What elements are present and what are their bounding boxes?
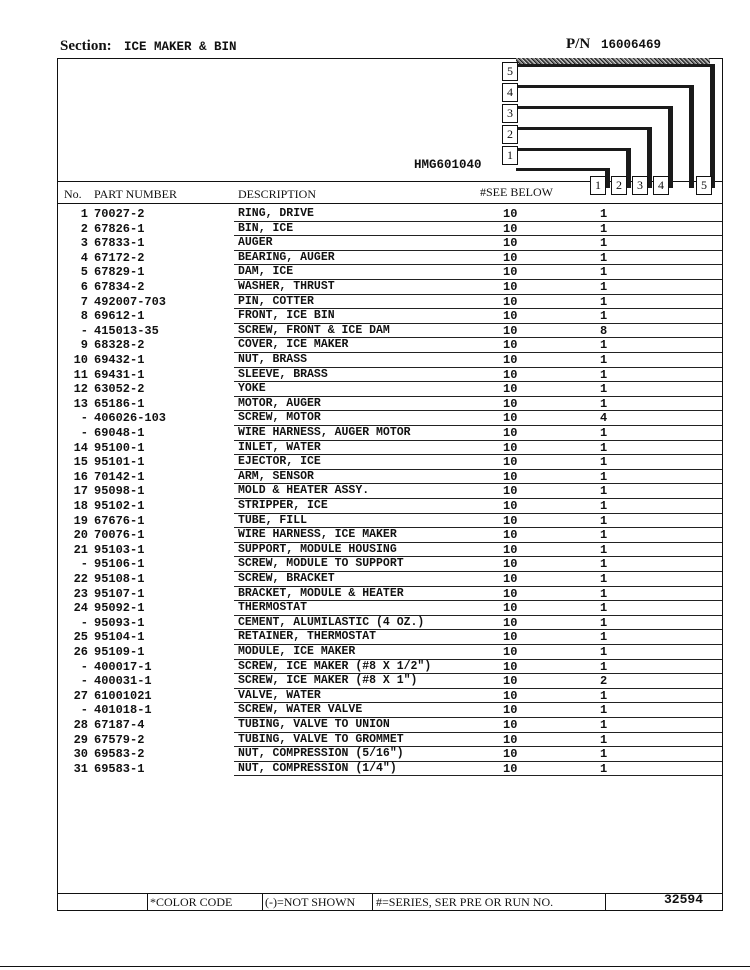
row-number: 1 <box>80 207 88 221</box>
see-below-code: 10 <box>503 572 518 586</box>
part-number: 95098-1 <box>94 484 145 499</box>
part-number: 401018-1 <box>94 703 152 718</box>
row-number: - <box>80 615 88 630</box>
table-row <box>0 660 750 675</box>
part-number: 69431-1 <box>94 367 145 382</box>
see-below-code: 10 <box>503 703 518 718</box>
pn-value: 16006469 <box>601 38 662 52</box>
row-number: 31 <box>73 761 88 776</box>
see-below-code: 10 <box>503 659 518 674</box>
quantity: 1 <box>600 615 608 630</box>
see-below-code: 10 <box>503 367 518 382</box>
part-number: 67829-1 <box>94 265 145 280</box>
table-row <box>0 338 750 353</box>
see-below-code: 10 <box>503 469 518 484</box>
part-description: TUBE, FILL <box>238 513 308 527</box>
quantity: 1 <box>600 440 608 455</box>
quantity: 1 <box>600 484 608 499</box>
see-below-code: 10 <box>503 265 518 280</box>
see-below-code: 10 <box>503 396 518 411</box>
see-below-code: 10 <box>503 353 518 367</box>
see-below-code: 10 <box>503 250 518 265</box>
quantity: 1 <box>600 747 608 762</box>
part-number: 67676-1 <box>94 513 145 528</box>
part-number: 415013-35 <box>94 323 159 338</box>
row-number: 26 <box>73 645 88 659</box>
quantity: 1 <box>600 586 608 601</box>
table-row <box>0 251 750 266</box>
col-header-description: DESCRIPTION <box>238 187 317 201</box>
col-header-part-number: PART NUMBER <box>94 187 177 201</box>
footer-divider-3 <box>372 893 373 910</box>
part-description: TUBING, VALVE TO GROMMET <box>238 732 404 746</box>
table-row <box>0 353 750 368</box>
row-number: 24 <box>73 601 88 616</box>
see-below-code: 10 <box>503 513 518 528</box>
part-number: 69048-1 <box>94 426 145 440</box>
quantity: 1 <box>600 601 608 616</box>
part-description: STRIPPER, ICE <box>238 499 328 512</box>
part-description: BIN, ICE <box>238 221 294 235</box>
part-number: 95101-1 <box>94 455 145 470</box>
see-below-code: 10 <box>503 615 518 630</box>
part-description: RETAINER, THERMOSTAT <box>238 630 377 644</box>
part-number: 95102-1 <box>94 499 145 513</box>
see-below-code: 10 <box>503 440 518 455</box>
see-below-code: 10 <box>503 455 518 470</box>
see-below-code: 10 <box>503 411 518 426</box>
part-description: INLET, WATER <box>238 440 321 454</box>
part-description: SCREW, BRACKET <box>238 572 335 585</box>
row-number: - <box>80 659 88 674</box>
part-description: FRONT, ICE BIN <box>238 309 335 323</box>
part-description: RING, DRIVE <box>238 207 314 220</box>
see-below-code: 10 <box>503 236 518 251</box>
quantity: 1 <box>600 528 608 543</box>
quantity: 1 <box>600 396 608 411</box>
table-row <box>0 324 750 339</box>
part-number: 492007-703 <box>94 294 167 309</box>
table-row <box>0 630 750 645</box>
series-box-5: 5 <box>502 62 518 81</box>
section-value: ICE MAKER & BIN <box>124 40 237 54</box>
col-header-see-below: #SEE BELOW <box>480 185 553 199</box>
series-col-3: 3 <box>632 176 648 195</box>
part-description: AUGER <box>238 236 273 250</box>
part-number: 67834-2 <box>94 280 145 294</box>
quantity: 1 <box>600 221 608 236</box>
quantity: 1 <box>600 382 608 397</box>
part-description: ARM, SENSOR <box>238 469 314 483</box>
see-below-code: 10 <box>503 674 518 689</box>
table-row <box>0 236 750 251</box>
part-description: EJECTOR, ICE <box>238 455 321 469</box>
quantity: 1 <box>600 659 608 674</box>
table-row <box>0 674 750 689</box>
part-description: BRACKET, MODULE & HEATER <box>238 586 404 600</box>
part-number: 69583-2 <box>94 747 145 762</box>
part-number: 70142-1 <box>94 469 145 484</box>
quantity: 1 <box>600 542 608 557</box>
table-row <box>0 426 750 441</box>
footer-divider-4 <box>605 893 606 910</box>
see-below-code: 10 <box>503 718 518 732</box>
quantity: 1 <box>600 732 608 747</box>
table-row <box>0 455 750 470</box>
part-number: 69583-1 <box>94 761 145 776</box>
row-number: 16 <box>73 469 88 484</box>
table-row <box>0 382 750 397</box>
part-number: 65186-1 <box>94 396 145 411</box>
page-bottom-rule <box>0 966 750 967</box>
part-description: VALVE, WATER <box>238 688 321 702</box>
table-row <box>0 587 750 602</box>
row-number: 11 <box>73 367 88 382</box>
quantity: 1 <box>600 499 608 513</box>
part-description: SCREW, ICE MAKER (#8 X 1/2") <box>238 659 432 673</box>
see-below-code: 10 <box>503 542 518 557</box>
see-below-code: 10 <box>503 732 518 747</box>
part-description: NUT, COMPRESSION (1/4") <box>238 761 397 775</box>
series-diagram <box>498 58 722 204</box>
row-number: 14 <box>73 440 88 455</box>
see-below-code: 10 <box>503 207 518 221</box>
row-number: - <box>80 674 88 689</box>
quantity: 1 <box>600 557 608 572</box>
part-description: SLEEVE, BRASS <box>238 367 328 381</box>
part-number: 95093-1 <box>94 615 145 630</box>
row-number: 20 <box>73 528 88 543</box>
quantity: 1 <box>600 513 608 528</box>
see-below-code: 10 <box>503 309 518 324</box>
part-description: SCREW, MODULE TO SUPPORT <box>238 557 404 571</box>
row-number: 30 <box>73 747 88 762</box>
see-below-code: 10 <box>503 382 518 397</box>
table-row <box>0 747 750 762</box>
quantity: 1 <box>600 250 608 265</box>
part-number: 67579-2 <box>94 732 145 747</box>
table-row <box>0 397 750 412</box>
row-number: 25 <box>73 630 88 645</box>
table-row <box>0 557 750 572</box>
see-below-code: 10 <box>503 426 518 440</box>
row-number: - <box>80 411 88 426</box>
table-row <box>0 470 750 485</box>
series-col-4: 4 <box>653 176 669 195</box>
part-description: WIRE HARNESS, ICE MAKER <box>238 528 397 542</box>
table-row <box>0 601 750 616</box>
quantity: 1 <box>600 718 608 732</box>
table-row <box>0 703 750 718</box>
series-box-1: 1 <box>502 146 518 165</box>
part-description: WIRE HARNESS, AUGER MOTOR <box>238 426 411 439</box>
see-below-code: 10 <box>503 645 518 659</box>
table-row <box>0 718 750 733</box>
footer-top-rule <box>57 893 722 894</box>
part-description: CEMENT, ALUMILASTIC (4 OZ.) <box>238 615 425 629</box>
part-number: 95103-1 <box>94 542 145 557</box>
quantity: 1 <box>600 338 608 353</box>
quantity: 1 <box>600 630 608 645</box>
see-below-code: 10 <box>503 294 518 309</box>
part-number: 70027-2 <box>94 207 145 221</box>
table-row <box>0 543 750 558</box>
row-number: 18 <box>73 499 88 513</box>
see-below-code: 10 <box>503 338 518 353</box>
quantity: 1 <box>600 236 608 251</box>
see-below-code: 10 <box>503 747 518 762</box>
quantity: 1 <box>600 645 608 659</box>
quantity: 4 <box>600 411 608 426</box>
footer-series-note: #=SERIES, SER PRE OR RUN NO. <box>376 895 554 909</box>
table-row <box>0 645 750 660</box>
part-description: PIN, COTTER <box>238 294 314 308</box>
part-number: 61001021 <box>94 688 152 703</box>
table-row <box>0 528 750 543</box>
quantity: 1 <box>600 761 608 776</box>
quantity: 1 <box>600 469 608 484</box>
table-row <box>0 207 750 222</box>
model-number: HMG601040 <box>414 158 482 172</box>
part-description: MODULE, ICE MAKER <box>238 645 356 658</box>
part-description: MOTOR, AUGER <box>238 396 321 410</box>
part-description: YOKE <box>238 382 266 396</box>
quantity: 1 <box>600 688 608 703</box>
see-below-code: 10 <box>503 323 518 338</box>
row-number: 6 <box>80 280 88 294</box>
table-row <box>0 499 750 514</box>
table-row <box>0 368 750 383</box>
part-description: COVER, ICE MAKER <box>238 338 349 352</box>
part-number: 95100-1 <box>94 440 145 455</box>
series-box-2: 2 <box>502 125 518 144</box>
series-box-4: 4 <box>502 83 518 102</box>
quantity: 1 <box>600 207 608 221</box>
series-col-2: 2 <box>611 176 627 195</box>
row-number: 13 <box>73 396 88 411</box>
see-below-code: 10 <box>503 601 518 616</box>
part-number: 95106-1 <box>94 557 145 572</box>
footer-color-code: *COLOR CODE <box>150 895 233 909</box>
quantity: 1 <box>600 455 608 470</box>
part-number: 95109-1 <box>94 645 145 659</box>
see-below-code: 10 <box>503 761 518 776</box>
see-below-code: 10 <box>503 528 518 543</box>
row-number: 29 <box>73 732 88 747</box>
part-description: WASHER, THRUST <box>238 280 335 293</box>
quantity: 1 <box>600 572 608 586</box>
table-row <box>0 309 750 324</box>
see-below-code: 10 <box>503 557 518 572</box>
part-number: 67833-1 <box>94 236 145 251</box>
row-number: 12 <box>73 382 88 397</box>
quantity: 1 <box>600 265 608 280</box>
part-description: NUT, COMPRESSION (5/16") <box>238 747 404 761</box>
part-description: SCREW, MOTOR <box>238 411 321 425</box>
row-number: 7 <box>80 294 88 309</box>
series-box-3: 3 <box>502 104 518 123</box>
row-number: 19 <box>73 513 88 528</box>
footer-not-shown: (-)=NOT SHOWN <box>265 895 356 909</box>
table-row <box>0 572 750 587</box>
part-number: 68328-2 <box>94 338 145 353</box>
see-below-code: 10 <box>503 484 518 499</box>
quantity: 1 <box>600 353 608 367</box>
footer-divider-2 <box>262 893 263 910</box>
row-number: 5 <box>80 265 88 280</box>
part-number: 95104-1 <box>94 630 145 645</box>
table-row <box>0 411 750 426</box>
table-row <box>0 265 750 280</box>
part-description: SCREW, WATER VALVE <box>238 703 363 717</box>
part-number: 63052-2 <box>94 382 145 397</box>
row-number: 9 <box>80 338 88 353</box>
footer-page-number: 32594 <box>664 892 704 907</box>
part-number: 95108-1 <box>94 572 145 586</box>
table-row <box>0 689 750 704</box>
see-below-code: 10 <box>503 630 518 645</box>
part-description: SUPPORT, MODULE HOUSING <box>238 542 397 556</box>
quantity: 1 <box>600 703 608 718</box>
table-row <box>0 441 750 456</box>
section-label: Section: <box>60 38 112 54</box>
part-description: BEARING, AUGER <box>238 250 335 264</box>
see-below-code: 10 <box>503 221 518 236</box>
part-description: MOLD & HEATER ASSY. <box>238 484 370 498</box>
table-row <box>0 616 750 631</box>
table-row <box>0 733 750 748</box>
see-below-code: 10 <box>503 688 518 703</box>
table-row <box>0 484 750 499</box>
part-number: 67172-2 <box>94 250 145 265</box>
row-number: - <box>80 323 88 338</box>
quantity: 1 <box>600 309 608 324</box>
row-number: 17 <box>73 484 88 499</box>
footer-divider-1 <box>147 893 148 910</box>
part-number: 67187-4 <box>94 718 145 732</box>
part-description: TUBING, VALVE TO UNION <box>238 718 390 731</box>
footer-bottom-rule <box>57 910 722 911</box>
row-number: 2 <box>80 221 88 236</box>
part-number: 69432-1 <box>94 353 145 367</box>
row-number: 10 <box>73 353 88 367</box>
part-number: 70076-1 <box>94 528 145 543</box>
quantity: 1 <box>600 294 608 309</box>
see-below-code: 10 <box>503 499 518 513</box>
row-number: 28 <box>73 718 88 732</box>
row-number: - <box>80 426 88 440</box>
part-description: SCREW, ICE MAKER (#8 X 1") <box>238 674 418 688</box>
quantity: 1 <box>600 367 608 382</box>
part-description: DAM, ICE <box>238 265 294 279</box>
quantity: 2 <box>600 674 608 689</box>
table-row <box>0 295 750 310</box>
row-number: 27 <box>73 688 88 703</box>
row-number: 22 <box>73 572 88 586</box>
table-row <box>0 222 750 237</box>
part-description: THERMOSTAT <box>238 601 308 615</box>
quantity: 8 <box>600 323 608 338</box>
quantity: 1 <box>600 280 608 294</box>
row-number: 8 <box>80 309 88 324</box>
row-number: 3 <box>80 236 88 251</box>
row-number: - <box>80 703 88 718</box>
see-below-code: 10 <box>503 586 518 601</box>
part-number: 406026-103 <box>94 411 167 426</box>
row-number: 4 <box>80 250 88 265</box>
row-underline <box>234 775 722 776</box>
col-header-no: No. <box>64 187 82 201</box>
row-number: 15 <box>73 455 88 470</box>
part-description: SCREW, FRONT & ICE DAM <box>238 323 390 337</box>
series-col-1: 1 <box>590 176 606 195</box>
part-number: 69612-1 <box>94 309 145 324</box>
row-number: 23 <box>73 586 88 601</box>
part-number: 400031-1 <box>94 674 152 689</box>
table-row <box>0 514 750 529</box>
part-description: NUT, BRASS <box>238 353 308 366</box>
quantity: 1 <box>600 426 608 440</box>
row-number: 21 <box>73 542 88 557</box>
see-below-code: 10 <box>503 280 518 294</box>
part-number: 400017-1 <box>94 659 152 674</box>
row-number: - <box>80 557 88 572</box>
table-row <box>0 280 750 295</box>
part-number: 95092-1 <box>94 601 145 616</box>
table-row <box>0 762 750 777</box>
part-number: 95107-1 <box>94 586 145 601</box>
part-number: 67826-1 <box>94 221 145 236</box>
series-col-5: 5 <box>696 176 712 195</box>
pn-label: P/N <box>566 36 591 52</box>
